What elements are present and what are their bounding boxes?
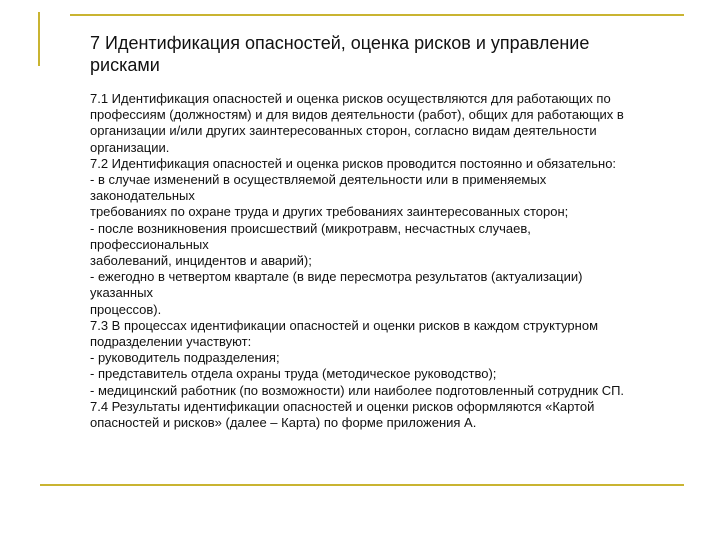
slide-body-text [90, 91, 706, 431]
body-line: заболеваний, инцидентов и аварий); [90, 253, 312, 269]
slide-title-line-1: 7 Идентификация опасностей, оценка рисков и управление [90, 33, 590, 53]
decorative-vertical-line [38, 12, 40, 66]
body-line: - медицинский работник (по возможности) или наиболее подготовленный сотрудник СП. [90, 382, 625, 398]
slide-title [90, 32, 690, 76]
decorative-top-line [70, 14, 684, 16]
body-line: профессиям (должностям) и для видов деятельности (работ), общих для работающих в [90, 107, 624, 123]
body-line: законодательных [90, 188, 195, 204]
body-line: указанных [90, 285, 153, 301]
slide-title-line-2: рисками [90, 55, 160, 75]
body-line: - руководитель подразделения; [90, 350, 280, 366]
body-line: 7.4 Результаты идентификации опасностей и оценки рисков оформляются «Картой [90, 398, 595, 414]
body-line: организации. [90, 139, 170, 155]
body-line: профессиональных [90, 236, 209, 252]
body-line: - в случае изменений в осуществляемой деятельности или в применяемых [90, 172, 547, 188]
body-line: - представитель отдела охраны труда (методическое руководство); [90, 366, 497, 382]
body-line: 7.1 Идентификация опасностей и оценка рисков осуществляются для работающих по [90, 91, 611, 106]
decorative-bottom-line [40, 484, 684, 486]
body-line: организации и/или других заинтересованных сторон, согласно видам деятельности [90, 123, 597, 139]
body-line: опасностей и рисков» (далее – Карта) по форме приложения А. [90, 415, 477, 431]
body-line: процессов). [90, 301, 162, 317]
body-line: подразделении участвуют: [90, 334, 252, 350]
body-line: - ежегодно в четвертом квартале (в виде пересмотра результатов (актуализации) [90, 269, 583, 285]
body-line: 7.3 В процессах идентификации опасностей и оценки рисков в каждом структурном [90, 317, 599, 333]
body-line: требованиях по охране труда и других требованиях заинтересованных сторон; [90, 204, 569, 220]
body-line: - после возникновения происшествий (микротравм, несчастных случаев, [90, 220, 531, 236]
body-line: 7.2 Идентификация опасностей и оценка рисков проводится постоянно и обязательно: [90, 155, 617, 171]
